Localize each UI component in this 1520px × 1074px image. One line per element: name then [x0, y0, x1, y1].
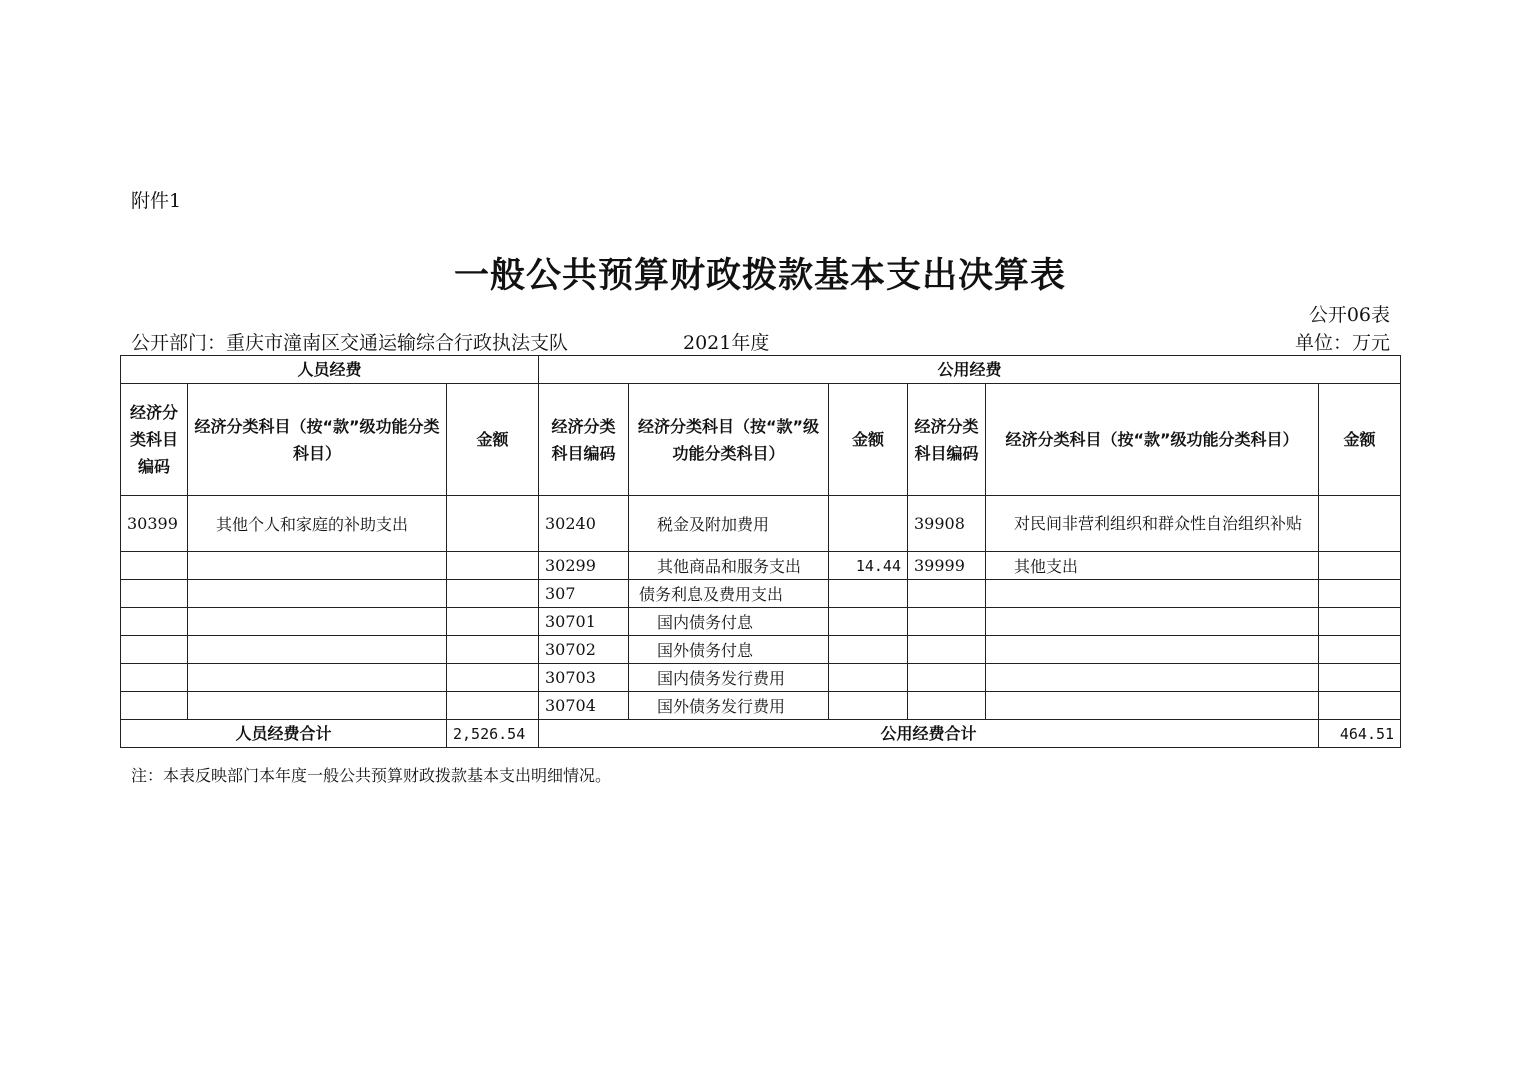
p-code	[121, 580, 188, 608]
personnel-total-amount: 2,526.54	[447, 720, 539, 748]
p-name: 其他个人和家庭的补助支出	[188, 496, 447, 552]
col-amount-public-b: 金额	[1319, 384, 1401, 496]
col-code-public-a: 经济分类科目编码	[539, 384, 629, 496]
footnote: 注：本表反映部门本年度一般公共预算财政拨款基本支出明细情况。	[131, 766, 612, 785]
a-amount	[829, 496, 908, 552]
col-name-personnel: 经济分类科目（按“款”级功能分类科目）	[188, 384, 447, 496]
table-row	[121, 552, 1401, 580]
department: 公开部门：重庆市潼南区交通运输综合行政执法支队	[131, 332, 569, 354]
p-code	[121, 552, 188, 580]
table-code: 公开06表	[1308, 304, 1390, 326]
table-row	[121, 496, 1401, 552]
p-amount	[447, 664, 539, 692]
col-name-public-b: 经济分类科目（按“款”级功能分类科目）	[986, 384, 1319, 496]
a-name: 国内债务发行费用	[629, 664, 829, 692]
section-personnel: 人员经费	[121, 356, 539, 384]
a-name: 国外债务付息	[629, 636, 829, 664]
a-code: 30704	[539, 692, 629, 720]
public-total-amount: 464.51	[1319, 720, 1401, 748]
col-code-public-b: 经济分类科目编码	[908, 384, 986, 496]
table-row	[121, 692, 1401, 720]
b-code	[908, 636, 986, 664]
b-name: 其他支出	[986, 552, 1319, 580]
b-name	[986, 692, 1319, 720]
col-name-public-a: 经济分类科目（按“款”级功能分类科目）	[629, 384, 829, 496]
p-name	[188, 692, 447, 720]
page-title: 一般公共预算财政拨款基本支出决算表	[453, 256, 1066, 296]
table-row	[121, 664, 1401, 692]
p-code	[121, 636, 188, 664]
a-name: 其他商品和服务支出	[629, 552, 829, 580]
a-amount	[829, 636, 908, 664]
p-code	[121, 664, 188, 692]
a-amount: 14.44	[829, 552, 908, 580]
b-name	[986, 608, 1319, 636]
section-public: 公用经费	[539, 356, 1401, 384]
expenditure-table	[120, 355, 1401, 748]
b-amount	[1319, 608, 1401, 636]
col-amount-public-a: 金额	[829, 384, 908, 496]
a-code: 30703	[539, 664, 629, 692]
a-code: 30702	[539, 636, 629, 664]
table-row	[121, 608, 1401, 636]
b-name	[986, 580, 1319, 608]
b-amount	[1319, 664, 1401, 692]
b-code	[908, 608, 986, 636]
p-name	[188, 636, 447, 664]
personnel-total-label: 人员经费合计	[121, 720, 447, 748]
column-header-row	[121, 384, 1401, 496]
p-name	[188, 580, 447, 608]
section-header-row	[121, 356, 1401, 384]
table-row	[121, 636, 1401, 664]
totals-row	[121, 720, 1401, 748]
a-code: 30701	[539, 608, 629, 636]
a-name: 税金及附加费用	[629, 496, 829, 552]
p-name	[188, 608, 447, 636]
p-code	[121, 692, 188, 720]
p-amount	[447, 636, 539, 664]
table-row	[121, 580, 1401, 608]
a-amount	[829, 580, 908, 608]
b-code: 39999	[908, 552, 986, 580]
department-line	[131, 328, 770, 355]
b-amount	[1319, 552, 1401, 580]
p-amount	[447, 580, 539, 608]
a-name: 国外债务发行费用	[629, 692, 829, 720]
a-code: 307	[539, 580, 629, 608]
b-code: 39908	[908, 496, 986, 552]
b-name: 对民间非营利组织和群众性自治组织补贴	[986, 496, 1319, 552]
unit-label: 单位：万元	[1294, 332, 1390, 354]
b-amount	[1319, 636, 1401, 664]
p-name	[188, 664, 447, 692]
b-code	[908, 580, 986, 608]
a-amount	[829, 608, 908, 636]
a-amount	[829, 664, 908, 692]
b-amount	[1319, 692, 1401, 720]
p-amount	[447, 552, 539, 580]
b-code	[908, 692, 986, 720]
p-amount	[447, 608, 539, 636]
a-amount	[829, 692, 908, 720]
b-amount	[1319, 580, 1401, 608]
b-name	[986, 636, 1319, 664]
a-code: 30299	[539, 552, 629, 580]
col-code-personnel: 经济分类科目编码	[121, 384, 188, 496]
p-name	[188, 552, 447, 580]
attachment-label: 附件1	[131, 190, 182, 212]
b-amount	[1319, 496, 1401, 552]
p-code	[121, 608, 188, 636]
b-name	[986, 664, 1319, 692]
b-code	[908, 664, 986, 692]
p-amount	[447, 496, 539, 552]
col-amount-personnel: 金额	[447, 384, 539, 496]
p-amount	[447, 692, 539, 720]
a-name: 国内债务付息	[629, 608, 829, 636]
fiscal-year: 2021年度	[683, 332, 770, 354]
a-code: 30240	[539, 496, 629, 552]
public-total-label: 公用经费合计	[539, 720, 1319, 748]
a-name: 债务利息及费用支出	[629, 580, 829, 608]
p-code: 30399	[121, 496, 188, 552]
